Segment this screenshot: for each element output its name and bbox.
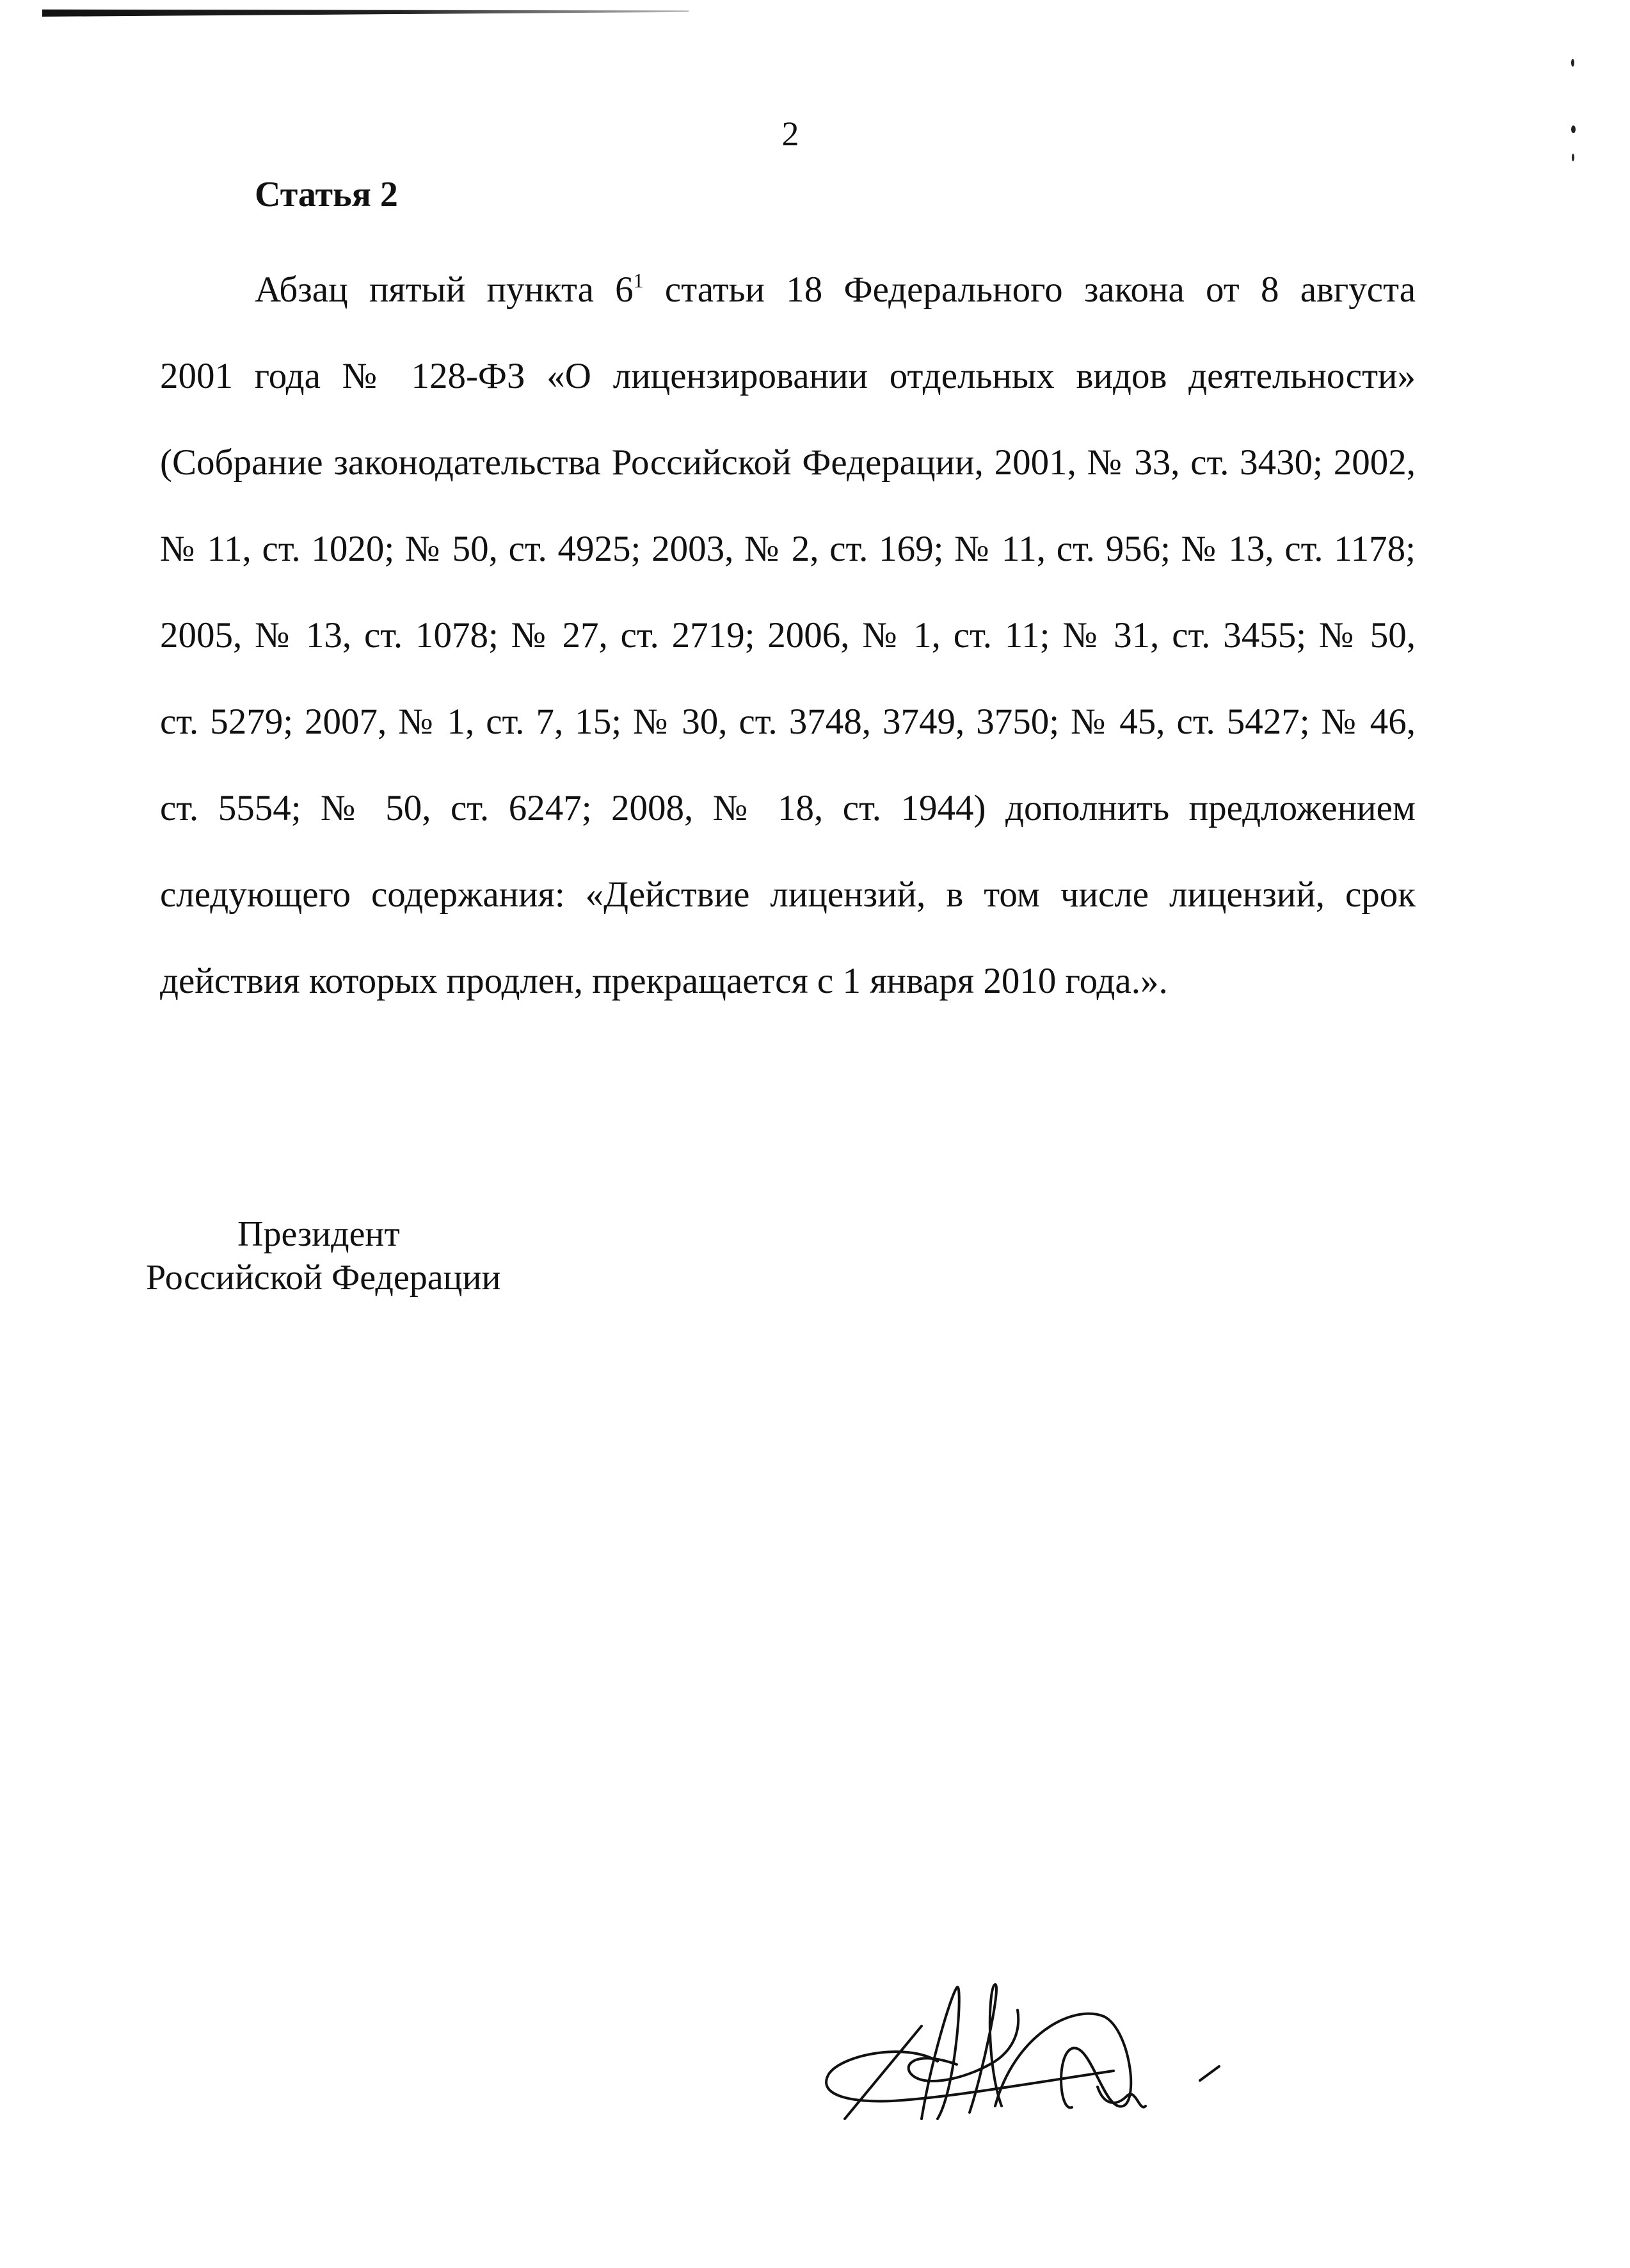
line-text: Абзац пятый пункта 6 — [255, 269, 634, 310]
scan-speck — [1571, 59, 1574, 67]
scan-speck — [1572, 154, 1574, 161]
paragraph-line: ст. 5554; № 50, ст. 6247; 2008, № 18, ст. 1944) дополнить предложением — [160, 788, 1416, 828]
paragraph-line: 2001 года № 128-ФЗ «О лицензировании отдельных видов деятельности» — [160, 356, 1416, 396]
article-heading: Статья 2 — [255, 175, 398, 214]
paragraph-line — [160, 246, 1416, 333]
article-paragraph — [160, 246, 1416, 1024]
scan-artifact-bar — [42, 6, 689, 17]
paragraph-line: ст. 5279; 2007, № 1, ст. 7, 15; № 30, ст. 3748, 3749, 3750; № 45, ст. 5427; № 46, — [160, 702, 1416, 742]
paragraph-line: действия которых продлен, прекращается с 1 января 2010 года.». — [160, 961, 1168, 1001]
page-number: 2 — [781, 115, 799, 153]
paragraph-line: (Собрание законодательства Российской Федерации, 2001, № 33, ст. 3430; 2002, — [160, 442, 1416, 483]
signatory-title: Российской Федерации — [146, 1258, 501, 1298]
paragraph-line: 2005, № 13, ст. 1078; № 27, ст. 2719; 2006, № 1, ст. 11; № 31, ст. 3455; № 50, — [160, 615, 1416, 655]
line-text: статьи 18 Федерального закона от 8 августа — [643, 269, 1416, 310]
paragraph-line: следующего содержания: «Действие лицензий, в том числе лицензий, срок — [160, 874, 1416, 915]
signatory-title: Президент — [237, 1214, 400, 1254]
handwritten-signature — [803, 1959, 1315, 2151]
superscript: 1 — [633, 269, 644, 292]
paragraph-line: № 11, ст. 1020; № 50, ст. 4925; 2003, № 2, ст. 169; № 11, ст. 956; № 13, ст. 1178; — [160, 529, 1416, 569]
scan-speck — [1571, 125, 1576, 133]
